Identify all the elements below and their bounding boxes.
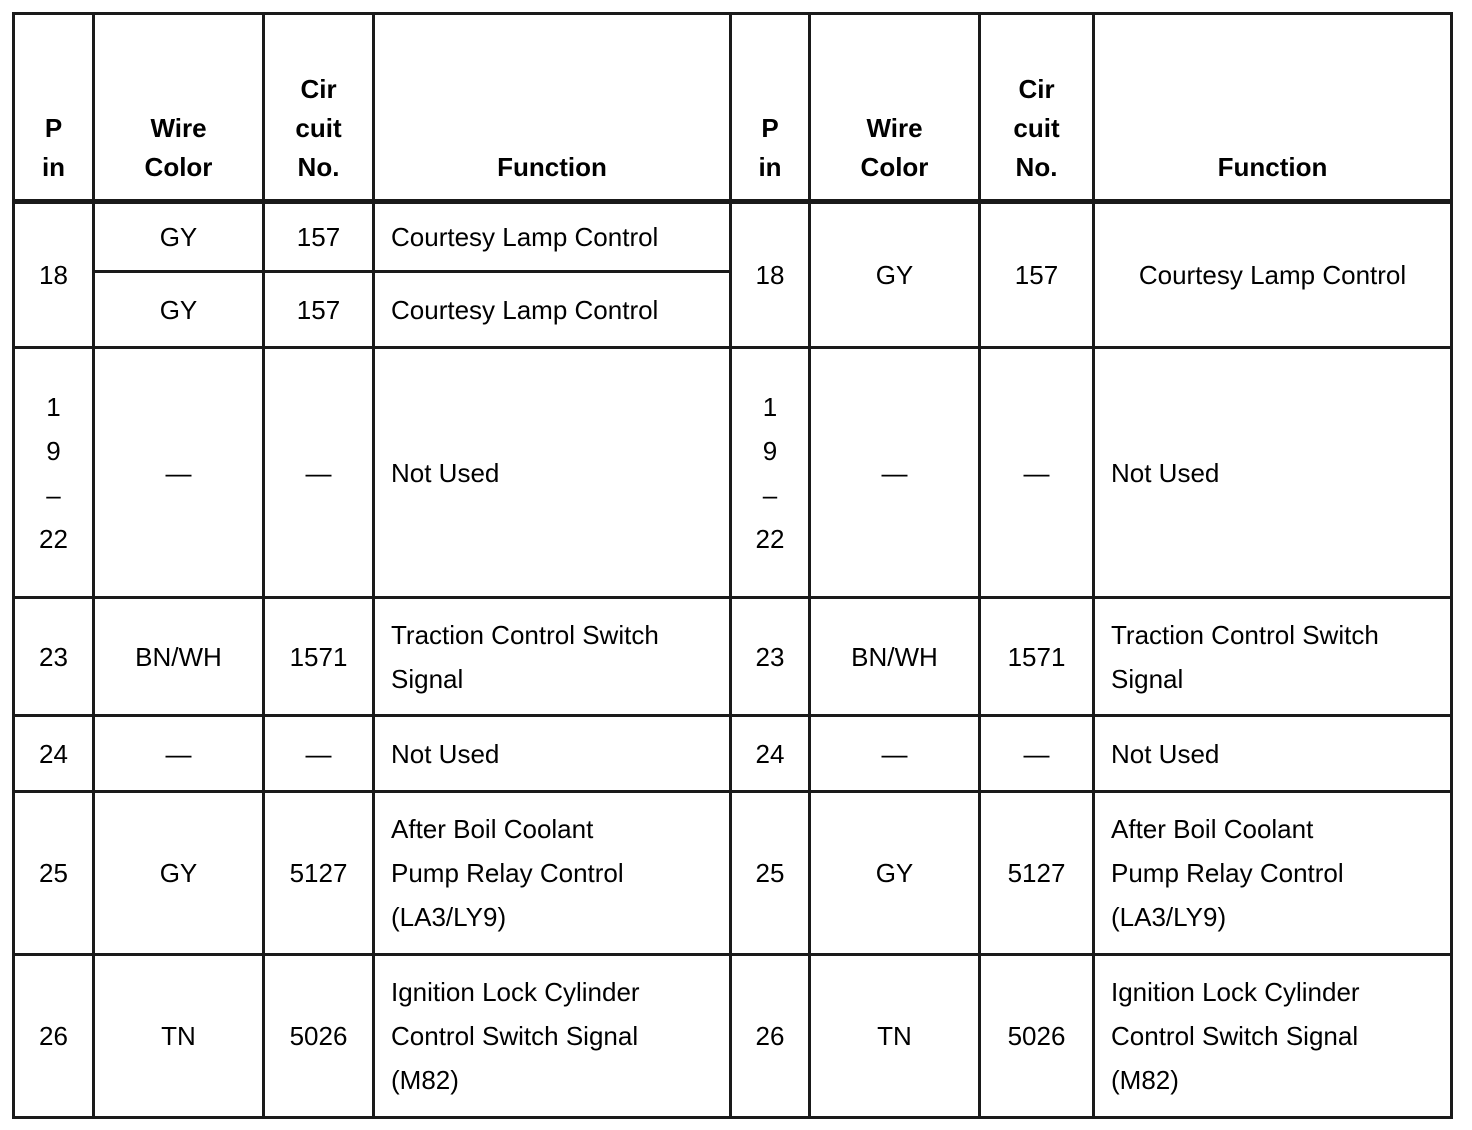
header-circuit-no: Cir cuit No.: [980, 14, 1094, 202]
function-cell: Courtesy Lamp Control: [1094, 202, 1452, 348]
table-row: [14, 598, 1452, 716]
pin-cell: 26: [731, 955, 810, 1118]
circuit-cell: 157: [980, 202, 1094, 348]
function-cell: After Boil Coolant Pump Relay Control (LA3/LY9): [374, 792, 731, 955]
circuit-cell: 157: [264, 202, 374, 272]
function-cell: Traction Control Switch Signal: [374, 598, 731, 716]
wire-color-cell: GY: [810, 792, 980, 955]
wire-color-cell: BN/WH: [810, 598, 980, 716]
circuit-cell: 157: [264, 272, 374, 348]
wire-color-cell: BN/WH: [94, 598, 264, 716]
circuit-cell: —: [980, 716, 1094, 792]
function-cell: Not Used: [1094, 348, 1452, 598]
function-cell: Not Used: [374, 348, 731, 598]
pin-cell: 18: [14, 202, 94, 348]
circuit-cell: 5127: [980, 792, 1094, 955]
table-row: [14, 202, 1452, 272]
header-wire-color: Wire Color: [810, 14, 980, 202]
header-function: Function: [1094, 14, 1452, 202]
wire-color-cell: —: [810, 348, 980, 598]
header-pin: P in: [731, 14, 810, 202]
wire-color-cell: —: [94, 348, 264, 598]
function-cell: After Boil Coolant Pump Relay Control (LA3/LY9): [1094, 792, 1452, 955]
circuit-cell: —: [980, 348, 1094, 598]
wire-color-cell: GY: [94, 202, 264, 272]
wire-color-cell: TN: [94, 955, 264, 1118]
pin-cell: 23: [731, 598, 810, 716]
table-row: [14, 716, 1452, 792]
header-wire-color: Wire Color: [94, 14, 264, 202]
function-cell: Ignition Lock Cylinder Control Switch Signal (M82): [1094, 955, 1452, 1118]
table-row: [14, 955, 1452, 1118]
wire-color-cell: —: [810, 716, 980, 792]
circuit-cell: —: [264, 716, 374, 792]
pinout-table: [12, 12, 1453, 1119]
function-cell: Ignition Lock Cylinder Control Switch Signal (M82): [374, 955, 731, 1118]
header-row: [14, 14, 1452, 202]
circuit-cell: —: [264, 348, 374, 598]
circuit-cell: 5026: [264, 955, 374, 1118]
table-row: [14, 348, 1452, 598]
pin-cell: 1 9 – 22: [731, 348, 810, 598]
function-cell: Not Used: [1094, 716, 1452, 792]
circuit-cell: 5026: [980, 955, 1094, 1118]
pin-cell: 1 9 – 22: [14, 348, 94, 598]
pin-cell: 18: [731, 202, 810, 348]
circuit-cell: 1571: [980, 598, 1094, 716]
wire-color-cell: —: [94, 716, 264, 792]
pin-cell: 25: [14, 792, 94, 955]
table-row: [14, 792, 1452, 955]
pin-cell: 25: [731, 792, 810, 955]
pin-cell: 26: [14, 955, 94, 1118]
function-cell: Traction Control Switch Signal: [1094, 598, 1452, 716]
header-pin: P in: [14, 14, 94, 202]
header-function: Function: [374, 14, 731, 202]
pin-cell: 24: [14, 716, 94, 792]
pin-cell: 23: [14, 598, 94, 716]
wire-color-cell: GY: [94, 272, 264, 348]
function-cell: Courtesy Lamp Control: [374, 272, 731, 348]
wire-color-cell: GY: [810, 202, 980, 348]
wire-color-cell: TN: [810, 955, 980, 1118]
pin-cell: 24: [731, 716, 810, 792]
header-circuit-no: Cir cuit No.: [264, 14, 374, 202]
function-cell: Courtesy Lamp Control: [374, 202, 731, 272]
circuit-cell: 5127: [264, 792, 374, 955]
function-cell: Not Used: [374, 716, 731, 792]
wire-color-cell: GY: [94, 792, 264, 955]
circuit-cell: 1571: [264, 598, 374, 716]
